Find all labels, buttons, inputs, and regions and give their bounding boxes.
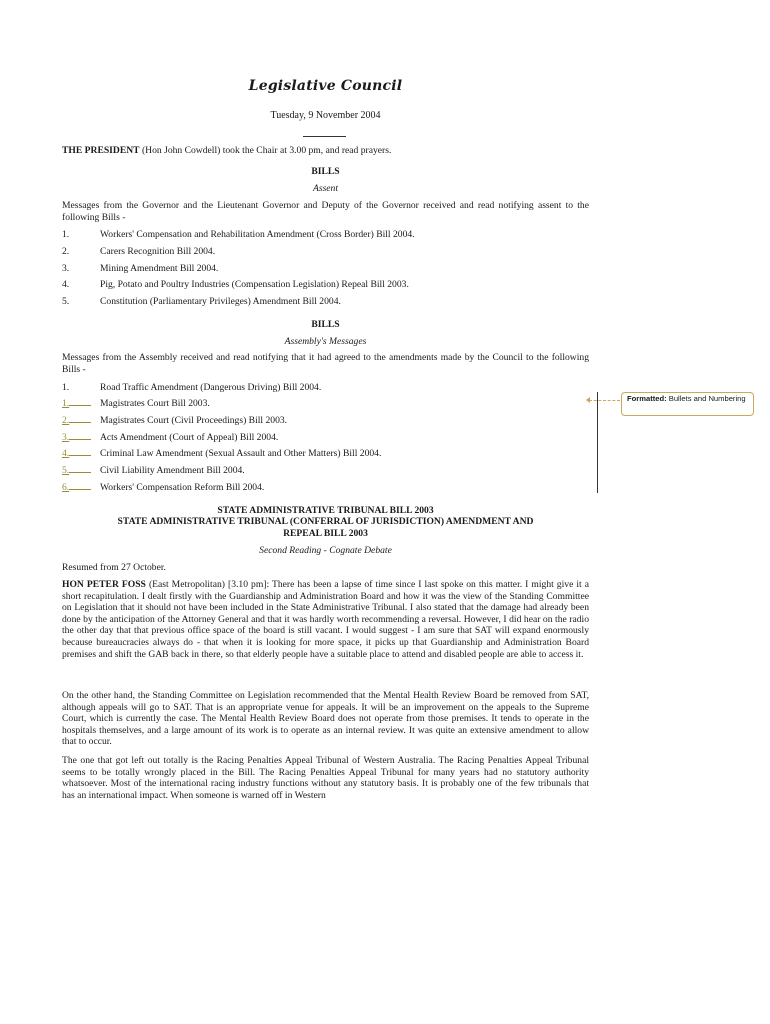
bills-assembly-intro: Messages from the Assembly received and read notifying that it had agreed to the amendments made by the Council to the following Bills - [62,352,589,375]
list-number: 4. [62,279,70,290]
speech-paragraph-2: On the other hand, the Standing Committee on Legislation recommended that the Mental Health Review Board be removed from SAT, although appeals will go to SAT. That is an appropriate venue for appeals. It will be an improvement on the appeals to the Supreme Court, which is currently the case. The Mental Health Review Board does not operate from those premises. It tends to operate in the hospitals themselves, and a large amount of its work is to operate as an internal review. It was quite an extensive amendment to allow that to occur. [62,690,589,748]
list-text: Acts Amendment (Court of Appeal) Bill 2004. [100,432,279,443]
list-text: Magistrates Court Bill 2003. [100,398,210,409]
document-title: Legislative Council [248,78,403,94]
list-number: 2. [62,246,70,257]
comment-connector [589,400,620,401]
list-text: Carers Recognition Bill 2004. [100,246,216,257]
list-text: Mining Amendment Bill 2004. [100,263,219,274]
tracked-list-number: 5. [62,465,100,477]
list-text: Road Traffic Amendment (Dangerous Driving) Bill 2004. [100,382,322,393]
bills-assembly-subheading: Assembly's Messages [284,336,367,347]
sitting-date: Tuesday, 9 November 2004 [270,110,381,121]
bills-assent-intro: Messages from the Governor and the Lieutenant Governor and Deputy of the Governor received and read notifying assent to the following Bills - [62,200,589,223]
list-text: Criminal Law Amendment (Sexual Assault and Other Matters) Bill 2004. [100,448,382,459]
list-text: Magistrates Court (Civil Proceedings) Bill 2003. [100,415,288,426]
formatting-comment-balloon[interactable] [621,392,754,416]
comment-label: Formatted: [627,394,667,403]
sat-heading-line2: STATE ADMINISTRATIVE TRIBUNAL (CONFERRAL OF JURISDICTION) AMENDMENT AND [117,516,534,527]
list-text: Workers' Compensation Reform Bill 2004. [100,482,265,493]
tracked-list-number: 4. [62,448,100,460]
list-number: 1. [62,382,70,393]
list-number: 1. [62,229,70,240]
bills-assent-heading: BILLS [311,166,340,177]
list-number: 5. [62,296,70,307]
tracked-list-number: 3. [62,432,100,444]
sat-subheading: Second Reading - Cognate Debate [259,545,392,556]
speech-speaker: HON PETER FOSS [62,579,146,590]
opening-text: (Hon John Cowdell) took the Chair at 3.00 pm, and read prayers. [139,145,392,156]
change-bar [597,392,598,493]
tracked-list-number: 6. [62,482,100,494]
list-text: Pig, Potato and Poultry Industries (Compensation Legislation) Repeal Bill 2003. [100,279,409,290]
opening-paragraph [62,145,589,157]
sat-heading-line1: STATE ADMINISTRATIVE TRIBUNAL BILL 2003 [217,505,434,516]
comment-text: Bullets and Numbering [666,394,746,403]
opening-speaker: THE PRESIDENT [62,145,140,156]
list-text: Workers' Compensation and Rehabilitation Amendment (Cross Border) Bill 2004. [100,229,415,240]
tracked-list-number: 1. [62,398,100,410]
speech-text: (East Metropolitan) [3.10 pm]: There has been a lapse of time since I last spoke on this matter. I might give it a short recapitulation. I dealt firstly with the Guardianship and Administration Board and how it was the view of the Standing Committee on Legislation that it should not have been included in the State Administrative Tribunal. I also stated that the damage had already been done by the anticipation of the Attorney General and that it was hardly worth recommending a reversal. However, I did hear on the radio the other day that that previous office space of the board is still vacant. I would suggest - I am sure that SAT will expand enormously because bureaucracies always do - that when it is looking for more space, it picks up that Guardianship and Administration Board premises and shift the GAB back in there, so that elderly people have a suitable place to attend and disabled people are able to access it. [62,579,589,660]
title-divider [303,136,346,137]
speech-paragraph-3: The one that got left out totally is the Racing Penalties Appeal Tribunal of Western Australia. The Racing Penalties Appeal Tribunal seems to be totally wrongly placed in the Bill. The Racing Penalties Appeal Tribunal for many years had no statutory authority whatsoever. Most of the international racing industry functions without any statutory basis. It is probably one of the few tribunals that has an international impact. When someone is warned off in Western [62,755,589,801]
sat-heading-line3: REPEAL BILL 2003 [283,528,368,539]
bills-assent-subheading: Assent [312,183,339,194]
resumed-note: Resumed from 27 October. [62,562,166,573]
bills-assembly-heading: BILLS [311,319,340,330]
list-text: Civil Liability Amendment Bill 2004. [100,465,245,476]
list-number: 3. [62,263,70,274]
tracked-list-number: 2. [62,415,100,427]
speech-paragraph-1 [62,579,589,660]
list-text: Constitution (Parliamentary Privileges) Amendment Bill 2004. [100,296,341,307]
